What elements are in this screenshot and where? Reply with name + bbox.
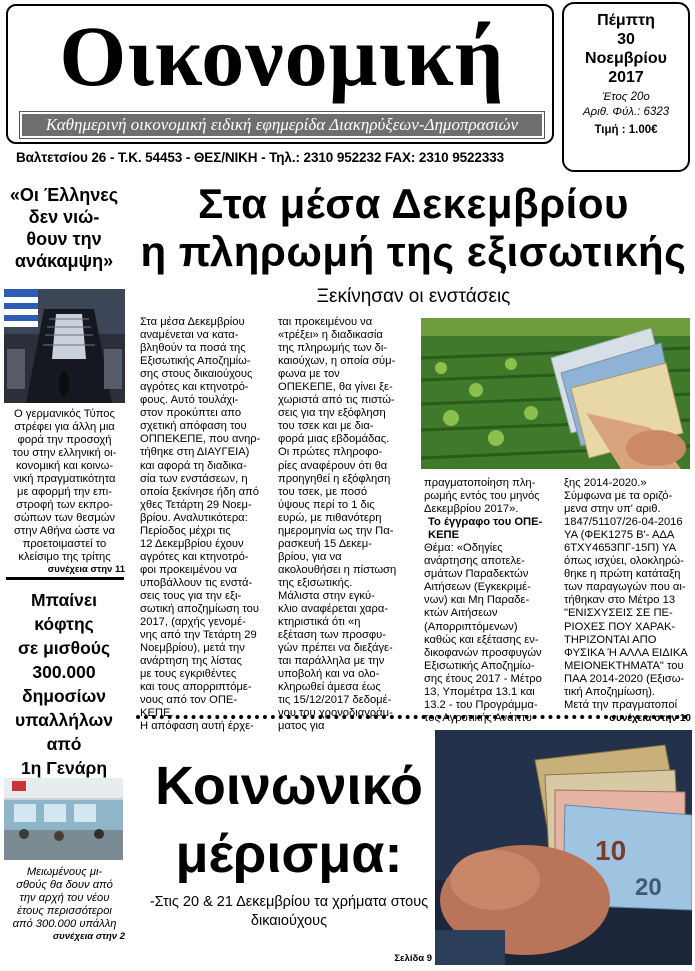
text-line: σεις για την εξόφληση <box>278 407 386 420</box>
text-line: φορά μιας εβδομάδας. <box>278 433 390 446</box>
text-line: γών πρέπει να διεξάγε- <box>278 642 393 655</box>
text-line: μενα στην υπ' αριθ. <box>564 503 661 516</box>
newspaper-subtitle: Καθημερινή οικονομική ειδική εφημερίδα Διακηρύξεων-Δημοπρασιών <box>20 112 544 138</box>
text-line: χθες Τετάρτη 29 Νοεμ- <box>140 498 252 511</box>
section-divider <box>136 715 688 719</box>
text-line: Στα μέσα Δεκεμβρίου <box>140 316 245 328</box>
headline-line: ανάκαμψη» <box>14 251 114 271</box>
text-line: ανάρτηση της λίστας <box>140 655 242 668</box>
text-line: Περίοδος μέχρι τις <box>140 524 231 537</box>
text-line: ανάρτησης αποτελε- <box>424 555 525 568</box>
text-line: ύψους περί το 1 δις <box>278 498 375 511</box>
photo-public-office <box>4 778 123 860</box>
volume: Έτος 20ο <box>602 91 650 103</box>
article-column-3 <box>424 477 554 725</box>
text-line: ΤΗΡΙΖΟΝΤΑΙ ΑΠΟ <box>564 633 657 646</box>
text-line: "ΕΝΙΣΧΥΣΕΙΣ ΣΕ ΠΕ- <box>564 607 673 620</box>
photo-euros-field <box>421 318 690 469</box>
text-line: νων) και Μη Παραδε- <box>424 594 530 607</box>
feature-headline[interactable] <box>138 752 440 888</box>
left-story-1-text <box>4 408 125 575</box>
left-story-1-headline[interactable] <box>4 184 124 272</box>
text-line: σεις τους για την εξι- <box>140 589 242 602</box>
text-line: υποβολή και να ολο- <box>278 668 380 681</box>
text-line: φοι προκειμένου να <box>140 563 237 576</box>
text-line: τήθηκαν στο Μέτρο 13 <box>564 594 676 607</box>
text-line: προετοιμαστεί το <box>22 538 107 550</box>
text-line: (Απορριπτόμενων) <box>424 620 518 633</box>
text-line: νου του χρονοδιαγράμ- <box>278 707 393 720</box>
continued-link[interactable]: συνέχεια στην 2 <box>52 931 125 942</box>
text-line: 6ΤΧΥ4653ΠΓ-15Π) ΥΑ <box>564 542 677 555</box>
text-line: την αρχή του νέου <box>19 892 110 904</box>
text-line: σωτική αποζημίωση του <box>140 603 260 616</box>
masthead-frame <box>6 4 554 144</box>
text-line: καθώς και εξέτασης εν- <box>424 633 539 646</box>
text-line: από 300.000 υπάλλη <box>12 918 117 930</box>
text-line: ΦΥΣΙΚΑ Ή ΑΛΛΑ ΕΙΔΙΚΑ <box>564 646 688 659</box>
text-line: ματος για <box>278 720 325 733</box>
headline-line: η πληρωμή της εξισωτικής <box>140 228 687 275</box>
text-line: ΥΑ (ΦΕΚ1275 Β'- ΑΔΑ <box>564 529 675 542</box>
text-line: σία των ενστάσεων, η <box>140 472 248 485</box>
text-line: σης στους δικαιούχους <box>140 368 253 381</box>
text-line: τις 15/12/2017 δεδομέ- <box>278 694 392 707</box>
text-line: σμάτων Παραδεκτών <box>424 568 529 581</box>
text-line: κλείσιμο της τρίτης <box>18 551 111 563</box>
text-line: κλιο αναφέρεται χαρα- <box>278 603 389 616</box>
text-line: στην Αθήνα ώστε να <box>14 525 115 537</box>
text-line: 12 Δεκεμβρίου έχουν <box>140 537 244 550</box>
headline-line: Μπαίνει <box>30 590 97 610</box>
text-line: Σύμφωνα με τα οριζό- <box>564 490 673 503</box>
text-line: Οι πρώτες πληροφο- <box>278 446 383 459</box>
left-story-2-headline[interactable] <box>4 588 124 780</box>
month: Νοεμβρίου <box>585 50 667 67</box>
text-line: ται προκειμένου να <box>278 316 373 328</box>
svg-text:10: 10 <box>595 835 627 866</box>
text-line: νης από την Τετάρτη 29 <box>140 629 257 642</box>
main-subheadline: Ξεκίνησαν οι ενστάσεις <box>316 286 511 307</box>
headline-line: δημοσίων <box>21 686 107 706</box>
text-line: των παραγωγών που αι- <box>564 581 686 594</box>
headline-line: «Οι Έλληνες <box>9 185 119 205</box>
headline-line: Στα μέσα Δεκεμβρίου <box>198 180 629 227</box>
text-line: σης έτους 2017 - Μέτρο <box>424 672 542 685</box>
text-line: βρίου, για να <box>278 550 342 563</box>
text-line: σχετική απόφαση του <box>140 420 247 433</box>
text-line: Ο γερμανικός Τύπος <box>14 408 115 420</box>
headline-line: δεν νιώ- <box>28 207 100 227</box>
text-line: Νοεμβρίου), μετά την <box>140 642 245 655</box>
text-line: Αιτήσεων (Εγκεκριμέ- <box>424 581 531 594</box>
text-line: Η απόφαση αυτή έρχε- <box>140 720 254 733</box>
text-line: ΠΑΑ 2014-2020 (Εξισω- <box>564 672 685 685</box>
text-line: στον προκύπτει απο <box>140 407 242 420</box>
text-line: πραγματοποίηση πλη- <box>424 477 536 489</box>
price: Τιμή : 1.00€ <box>594 124 658 136</box>
text-line: όπως ισχύει, ολοκληρώ- <box>564 555 684 568</box>
headline-line: 300.000 <box>32 662 96 682</box>
text-line: Εξισωτικής Αποζημίω- <box>140 355 251 368</box>
text-line: φορά την προσοχή <box>17 434 112 446</box>
text-line: ΚΕΠΕ. <box>140 707 174 720</box>
issue-number: Αριθ. Φύλ.: 6323 <box>582 106 670 118</box>
text-line: και αφορά τη διαδικα- <box>140 459 247 472</box>
text-line: ΟΠΠΕΚΕΠΕ, που ανηρ- <box>140 433 261 446</box>
svg-text:20: 20 <box>635 874 662 901</box>
page-reference[interactable]: Σελίδα 9 <box>394 953 432 964</box>
text-line: τική Αποζημίωση). <box>564 685 656 698</box>
text-line: Μάλιστα στην εγκύ- <box>278 589 375 602</box>
headline-line: υπαλλήλων <box>14 710 114 730</box>
text-line: Θέμα: «Οδηγίες <box>424 542 503 555</box>
text-line: του στην ελληνική οι- <box>12 447 117 459</box>
text-line: ρωμής εντός του μηνός <box>424 490 540 503</box>
text-line: της πληρωμής των δι- <box>278 342 388 355</box>
photo-hands-money <box>435 730 692 965</box>
text-line: κονομική και κοινω- <box>15 460 114 472</box>
feature-subtitle: -Στις 20 & 21 Δεκεμβρίου τα χρήματα στους δικαιούχους <box>149 894 429 929</box>
text-line: Μετά την πραγματοποί <box>564 698 678 711</box>
photo-greek-flag-station <box>4 289 125 403</box>
text-line: και τους απορριπτόμε- <box>140 681 252 694</box>
text-line: ρασκευή 15 Δεκεμ- <box>278 537 372 550</box>
text-line: κτών Αιτήσεων <box>424 607 498 620</box>
headline-line: θουν την <box>26 229 102 249</box>
text-line: αναμένεται να κατα- <box>140 329 239 342</box>
continued-link[interactable]: συνέχεια στην 10 <box>609 712 691 724</box>
text-line: ΜΕΙΟΝΕΚΤΗΜΑΤΑ" του <box>564 659 684 672</box>
text-line: αγρότες και κτηνοτρό- <box>140 381 249 394</box>
text-line: νική πραγματικότητα <box>13 473 116 485</box>
text-line: εξέταση των προσφυ- <box>278 629 386 642</box>
text-line: με τους εγκριθέντες <box>140 668 237 681</box>
text-line: υποβάλλουν τις ενστά- <box>140 576 253 589</box>
text-line: έτους περισσότεροι <box>17 905 112 917</box>
text-line: ρίες αναφέρουν ότι θα <box>278 459 388 472</box>
year: 2017 <box>608 69 644 86</box>
headline-line: μέρισμα: <box>175 824 403 884</box>
address-line: Βαλτετσίου 26 - Τ.Κ. 54453 - ΘΕΣ/ΝΙΚΗ - Τηλ.: 2310 952232 FAX: 2310 9522333 <box>16 150 505 165</box>
text-line: με αφορμή την επι- <box>17 486 112 498</box>
text-line: στρέφει για άλλη μια <box>14 421 115 433</box>
text-line: κληρωθεί άμεσα έως <box>278 681 381 694</box>
text-line: τήθηκε στη ΔΙΑΥΓΕΙΑ) <box>140 446 250 459</box>
date-box <box>562 2 690 172</box>
text-line: ται παράλληλα με την <box>278 655 385 668</box>
article-column-4 <box>564 477 691 725</box>
text-line: οποία ξεκίνησε ήδη από <box>140 485 259 498</box>
text-line: 13, Υπομέτρα 13.1 και <box>424 685 535 698</box>
text-line: της εξισωτικής. <box>278 576 353 589</box>
text-line: σθούς θα δουν από <box>16 879 113 891</box>
text-line: δικοφανών προσφυγών <box>424 646 542 659</box>
text-line: καιούχων, η οποία σύμ- <box>278 355 396 368</box>
article-column-2 <box>278 316 408 734</box>
text-line: στροφή των εκπρο- <box>16 499 113 511</box>
headline-line: 1η Γενάρη <box>20 758 108 778</box>
headline-line: σε μισθούς <box>17 638 111 658</box>
text-line: ημερομηνία ως την Πα- <box>278 524 394 537</box>
headline-line: Κοινωνικό <box>155 756 423 816</box>
text-line: 13.2 - του Προγράμμα- <box>424 698 538 711</box>
headline-line: από <box>46 734 82 754</box>
text-line: φους. Αυτό τουλάχι- <box>140 394 239 407</box>
continued-link[interactable]: συνέχεια στην 11 <box>47 564 125 575</box>
left-story-2-text <box>4 866 125 942</box>
text-line: ξης 2014-2020.» <box>564 477 647 489</box>
text-line: βρίου. Αναλυτικότερα: <box>140 511 248 524</box>
article-column-1 <box>140 316 268 734</box>
text-line: φωνα με τον <box>278 368 340 381</box>
divider <box>6 577 124 580</box>
text-line: Δεκεμβρίου 2017». <box>424 503 519 516</box>
text-line: 2017, (αρχής γενομέ- <box>140 616 246 629</box>
text-line: προηγηθεί η εξόφληση <box>278 472 391 485</box>
text-line: «τρέξει» η διαδικασία <box>278 329 383 342</box>
text-line: του τσεκ, με ποσό <box>278 485 368 498</box>
text-line: τος Αγροτικής Ανάπτυ- <box>424 711 536 724</box>
text-line: ΡΙΟΧΕΣ ΠΟΥ ΧΑΡΑΚ- <box>564 620 676 633</box>
text-line: ακολουθήσει η πίστωση <box>278 563 397 576</box>
text-line: κτηριστικά ότι «η <box>278 616 361 629</box>
text-line: Μειωμένους μι- <box>26 866 103 878</box>
text-line: θηκε η πρώτη κατάταξη <box>564 568 681 581</box>
text-line: 1847/51107/26-04-2016 <box>564 516 683 529</box>
main-headline[interactable] <box>132 180 695 276</box>
headline-line: κόφτης <box>34 614 94 634</box>
text-line: αγρότες και κτηνοτρό- <box>140 550 249 563</box>
text-line: χωριστά από τις πιστώ- <box>278 394 395 407</box>
text-line: νους από τον ΟΠΕ- <box>140 694 238 707</box>
date: 30 <box>617 31 635 48</box>
text-line: σώπων των θεσμών <box>13 512 116 524</box>
text-line: Εξισωτικής Αποζημίω- <box>424 659 535 672</box>
newspaper-title: Οικονομική <box>59 8 505 104</box>
subsection-heading: Το έγγραφο του ΟΠΕ-ΚΕΠΕ <box>428 516 543 542</box>
text-line: ευρώ, με πιθανότερη <box>278 511 382 524</box>
text-line: ΟΠΕΚΕΠΕ, θα γίνει ξε- <box>278 381 393 394</box>
text-line: του τσεκ και με δια- <box>278 420 374 433</box>
text-line: βληθούν τα ποσά της <box>140 342 246 355</box>
day: Πέμπτη <box>597 12 655 29</box>
